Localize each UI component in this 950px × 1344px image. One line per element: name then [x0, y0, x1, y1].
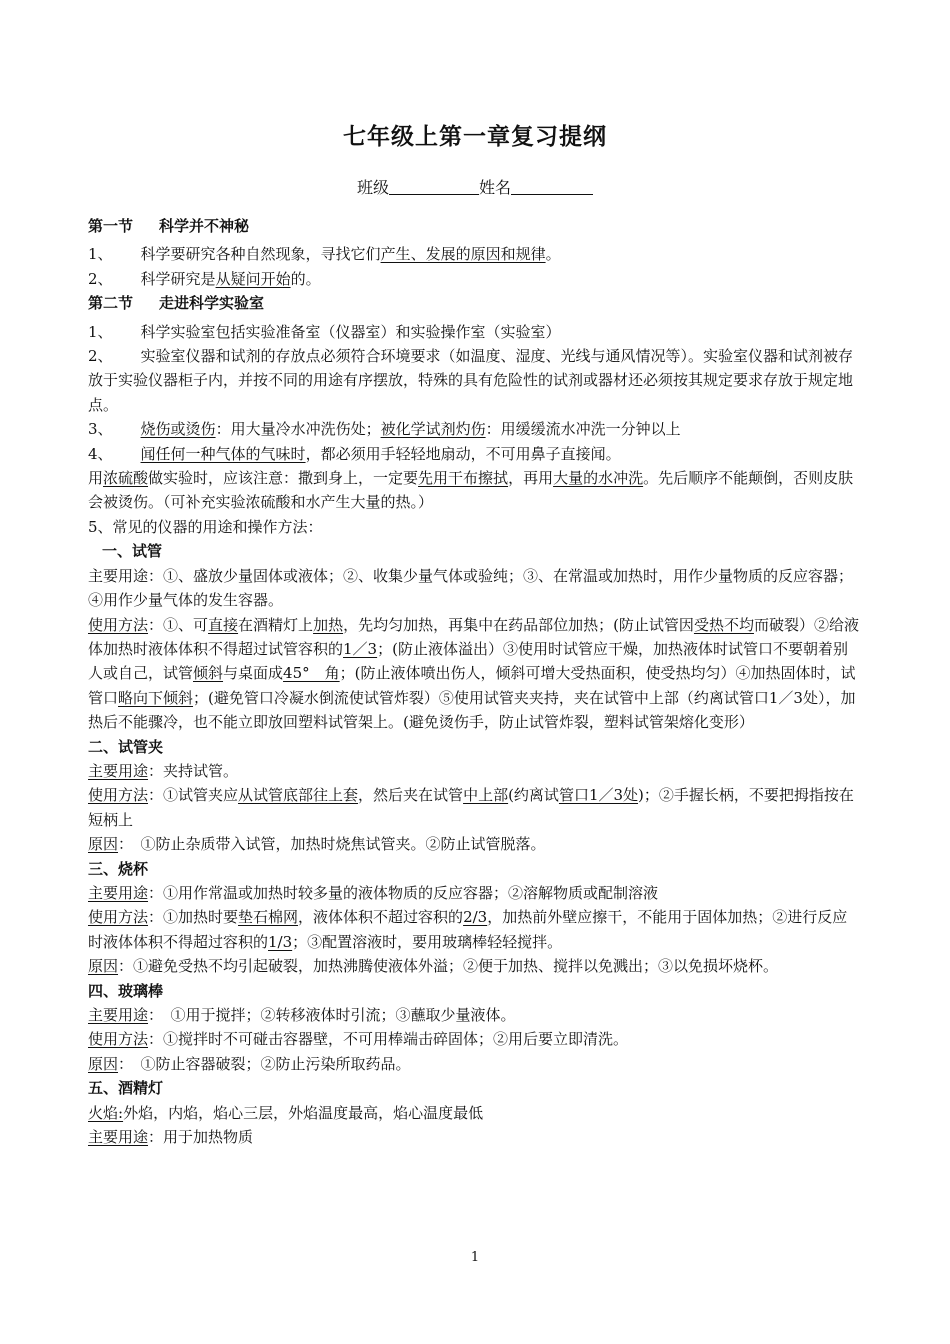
paragraph: 使用方法：①加热时要垫石棉网，液体体积不超过容积的2/3，加热前外壁应擦干，不能用于固体加热；②进行反应时液体体积不得超过容积的1/3；③配置溶液时，要用玻璃棒轻轻搅拌。	[88, 908, 848, 951]
paragraph: 3、 烧伤或烫伤：用大量冷水冲洗伤处；被化学试剂灼伤：用缓缓流水冲洗一分钟以上	[88, 420, 681, 439]
paragraph: 用浓硫酸做实验时，应该注意：撒到身上，一定要先用干布擦拭，再用大量的水冲洗。先后顺序不能颠倒，否则皮肤会被烫伤。（可补充实验浓硫酸和水产生大量的热。）	[88, 469, 854, 512]
paragraph: 4、 闻任何一种气体的气味时，都必须用手轻轻地扇动，不可用鼻子直接闻。	[88, 444, 621, 463]
paragraph: 使用方法：①搅拌时不可碰击容器壁，不可用棒端击碎固体；②用后要立即清洗。	[88, 1030, 629, 1049]
paragraph: 2、 科学研究是从疑问开始的。	[88, 269, 321, 288]
page-title: 七年级上第一章复习提纲	[343, 123, 607, 150]
class-blank[interactable]	[389, 178, 479, 195]
paragraph: 5、常见的仪器的用途和操作方法：	[88, 517, 323, 536]
name-blank[interactable]	[511, 178, 593, 195]
subsection-heading: 五、酒精灯	[88, 1079, 164, 1098]
paragraph: 主要用途： ①用于搅拌；②转移液体时引流；③蘸取少量液体。	[88, 1006, 516, 1024]
class-name-line	[0, 175, 950, 198]
paragraph: 原因：①避免受热不均引起破裂，加热沸腾使液体外溢；②便于加热、搅拌以免溅出；③以免损坏烧杯。	[88, 957, 779, 976]
paragraph: 使用方法：①、可直接在酒精灯上加热，先均匀加热，再集中在药品部位加热；(防止试管因受热不均而破裂）②给液体加热时液体体积不得超过试管容积的1／3；(防止液体溢出）③使用时试管应干燥，加热液体时试管口不要朝着别人或自己，试管倾斜与桌面成45° 角；(防止液体喷出伤人，倾斜可增大受热面积，使受热均匀）④加热固体时，试管口略向下倾斜；(避免管口冷凝水倒流使试管炸裂）⑤使用试管夹夹持，夹在试管中上部（约离试管口1／3处），加热后不能骤冷，也不能立即放回塑料试管架上。(避免烫伤手，防止试管炸裂，塑料试管架熔化变形）	[88, 615, 859, 732]
paragraph: 主要用途：用于加热物质	[88, 1128, 254, 1147]
page-number: 1	[470, 1250, 480, 1265]
paragraph: 1、 科学要研究各种自然现象，寻找它们产生、发展的原因和规律。	[88, 245, 561, 264]
paragraph: 原因： ①防止杂质带入试管，加热时烧焦试管夹。②防止试管脱落。	[88, 835, 546, 854]
subsection-heading: 三、烧杯	[88, 859, 149, 878]
name-label: 姓名	[479, 178, 512, 197]
paragraph: 使用方法：①试管夹应从试管底部往上套，然后夹在试管中上部(约离试管口1／3处)；②手握长柄，不要把拇指按在短柄上	[88, 786, 854, 829]
subsection-heading: 二、试管夹	[88, 737, 164, 756]
subsection-heading: 四、玻璃棒	[88, 981, 164, 1000]
section-heading: 第二节 走进科学实验室	[88, 294, 265, 313]
class-label: 班级	[356, 178, 389, 197]
paragraph: 主要用途：夹持试管。	[88, 761, 239, 780]
paragraph: 1、 科学实验室包括实验准备室（仪器室）和实验操作室（实验室）	[88, 322, 561, 341]
paragraph: 主要用途：①、盛放少量固体或液体；②、收集少量气体或验纯；③、在常温或加热时，用作少量物质的反应容器；④用作少量气体的发生容器。	[88, 566, 854, 610]
paragraph: 原因： ①防止容器破裂；②防止污染所取药品。	[88, 1054, 411, 1073]
paragraph: 火焰:外焰，内焰，焰心三层，外焰温度最高，焰心温度最低	[88, 1103, 484, 1122]
paragraph: 主要用途：①用作常温或加热时较多量的液体物质的反应容器；②溶解物质或配制溶液	[88, 883, 659, 902]
section-heading: 第一节 科学并不神秘	[88, 217, 250, 235]
paragraph: 2、 实验室仪器和试剂的存放点必须符合环境要求（如温度、湿度、光线与通风情况等）。实验室仪器和试剂被存放于实验仪器柜子内，并按不同的用途有序摆放，特殊的具有危险性的试剂或器材还必须按其规定要求存放于规定地点。	[88, 347, 854, 414]
document-body	[88, 214, 860, 1149]
subsection-heading: 一、试管	[102, 542, 163, 561]
